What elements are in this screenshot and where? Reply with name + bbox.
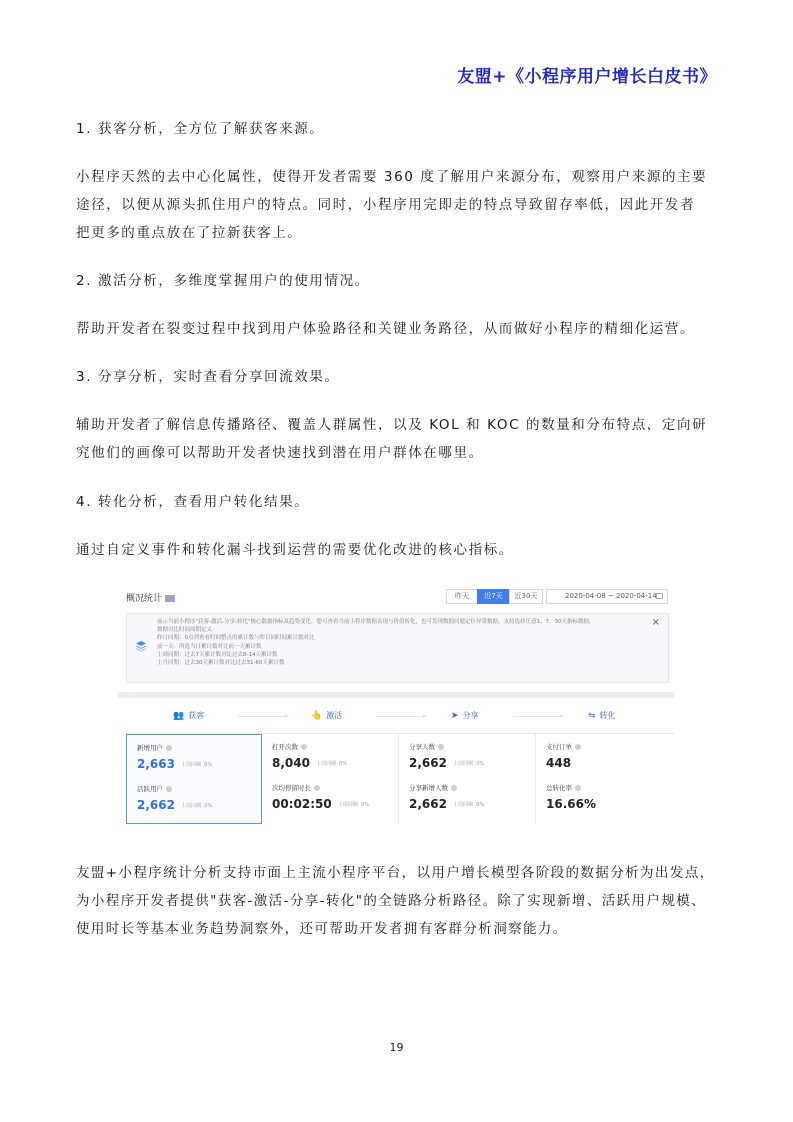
metric-sharers: 分享人数 2,662 上周同期 0% xyxy=(409,743,485,770)
section-1-heading: 1. 获客分析，全方位了解获客来源。 xyxy=(76,121,325,137)
section-1-body: 小程序天然的去中心化属性，使得开发者需要 360 度了解用户来源分布，观察用户来源的主要 途径，以便从源头抓住用户的特点。同时，小程序用完即走的特点导致留存率低，因此开发者 把更多的重点放在了拉新获客上。 xyxy=(76,169,708,241)
date-range-picker[interactable]: 2020-04-08 ~ 2020-04-14 xyxy=(546,589,668,604)
funnel-steps xyxy=(118,705,674,727)
metric-column-share[interactable] xyxy=(399,734,536,824)
layers-icon xyxy=(135,640,147,652)
section-2-heading: 2. 激活分析，多维度掌握用户的使用情况。 xyxy=(76,273,370,289)
metric-column-acquire[interactable] xyxy=(126,734,262,824)
exchange-icon: ⇋ xyxy=(588,711,596,721)
help-icon xyxy=(166,786,172,792)
summary-paragraph: 友盟+小程序统计分析支持市面上主流小程序平台，以用户增长模型各阶段的数据分析为出发点， 为小程序开发者提供"获客-激活-分享-转化"的全链路分析路径。除了实现新增、活跃用户规模、 使用时长等基本业务趋势洞察外，还可帮助开发者拥有客群分析洞察能力。 xyxy=(76,865,715,937)
step-arrow xyxy=(376,716,426,717)
metric-column-convert[interactable] xyxy=(536,734,674,824)
info-text: 展示当前小程序"获客-激活-分享-转化"核心数据指标及趋势变化，您可查看当前小程序数据表现与价值转化，也可发现数据问题定位异常数据，支持选择任意1、7、30天指标数据， 数据对比时间周期定义： 昨日同期：0点到查看时间整点的累计数与昨日同时间累计数对比 前一天：所选当日累计数对比前一天累计数 上周同期：过去7天累计数对比过去8-14天累计数 上月同期：过去30天累计数对比过去31-60天累计数 xyxy=(157,619,595,667)
metric-column-activate[interactable] xyxy=(262,734,399,824)
dashboard-screenshot xyxy=(118,585,674,830)
help-icon xyxy=(438,744,444,750)
send-icon: ➤ xyxy=(451,711,459,721)
step-arrow xyxy=(513,716,563,717)
help-icon xyxy=(575,785,581,791)
help-icon xyxy=(575,744,581,750)
range-yesterday[interactable]: 昨天 xyxy=(446,589,478,604)
header-title: 友盟+《小程序用户增长白皮书》 xyxy=(457,67,717,87)
metric-active-users: 活跃用户 2,662 上周同期 0% xyxy=(137,785,213,812)
calendar-icon xyxy=(656,593,663,599)
step-acquire[interactable]: 👥 获客 xyxy=(173,711,205,721)
section-3-heading: 3. 分享分析，实时查看分享回流效果。 xyxy=(76,369,340,385)
range-7-days[interactable]: 近7天 xyxy=(477,589,510,604)
section-divider xyxy=(118,692,674,698)
metric-paid-orders: 支付订单 448 xyxy=(546,742,581,770)
range-30-days[interactable]: 近30天 xyxy=(509,589,543,604)
info-banner xyxy=(126,613,669,683)
step-convert[interactable]: ⇋ 转化 xyxy=(588,711,616,721)
metric-new-users: 新增用户 2,663 上周同期 0% xyxy=(137,744,213,771)
metric-share-new-users: 分享新增人数 2,662 上周同期 0% xyxy=(409,784,485,811)
help-icon xyxy=(314,785,320,791)
step-share[interactable]: ➤ 分享 xyxy=(451,711,479,721)
tag-icon xyxy=(165,595,175,602)
step-arrow xyxy=(238,716,288,717)
page-number: 19 xyxy=(389,1041,404,1054)
metric-conversion-rate: 总转化率 16.66% xyxy=(546,784,596,811)
section-3-body: 辅助开发者了解信息传播路径、覆盖人群属性，以及 KOL 和 KOC 的数量和分布特点，定向研 究他们的画像可以帮助开发者快速找到潜在用户群体在哪里。 xyxy=(76,417,708,461)
section-2-body: 帮助开发者在裂变过程中找到用户体验路径和关键业务路径，从而做好小程序的精细化运营。 xyxy=(76,321,696,337)
close-icon[interactable]: × xyxy=(651,617,660,628)
help-icon xyxy=(166,745,172,751)
section-4-body: 通过自定义事件和转化漏斗找到运营的需要优化改进的核心指标。 xyxy=(76,542,514,558)
metric-opens: 打开次数 8,040 上周同期 0% xyxy=(272,743,348,770)
dashboard-toolbar xyxy=(118,585,674,605)
metric-avg-duration: 次均停留时长 00:02:50 上周同期 0% xyxy=(272,784,369,811)
section-4-heading: 4. 转化分析，查看用户转化结果。 xyxy=(76,494,310,510)
help-icon xyxy=(451,785,457,791)
step-activate[interactable]: 👆 激活 xyxy=(311,711,343,721)
users-icon: 👥 xyxy=(173,711,185,721)
dashboard-title: 概况统计 xyxy=(126,591,175,604)
metric-cards xyxy=(126,733,674,823)
pointer-icon: 👆 xyxy=(311,711,323,721)
help-icon xyxy=(301,744,307,750)
